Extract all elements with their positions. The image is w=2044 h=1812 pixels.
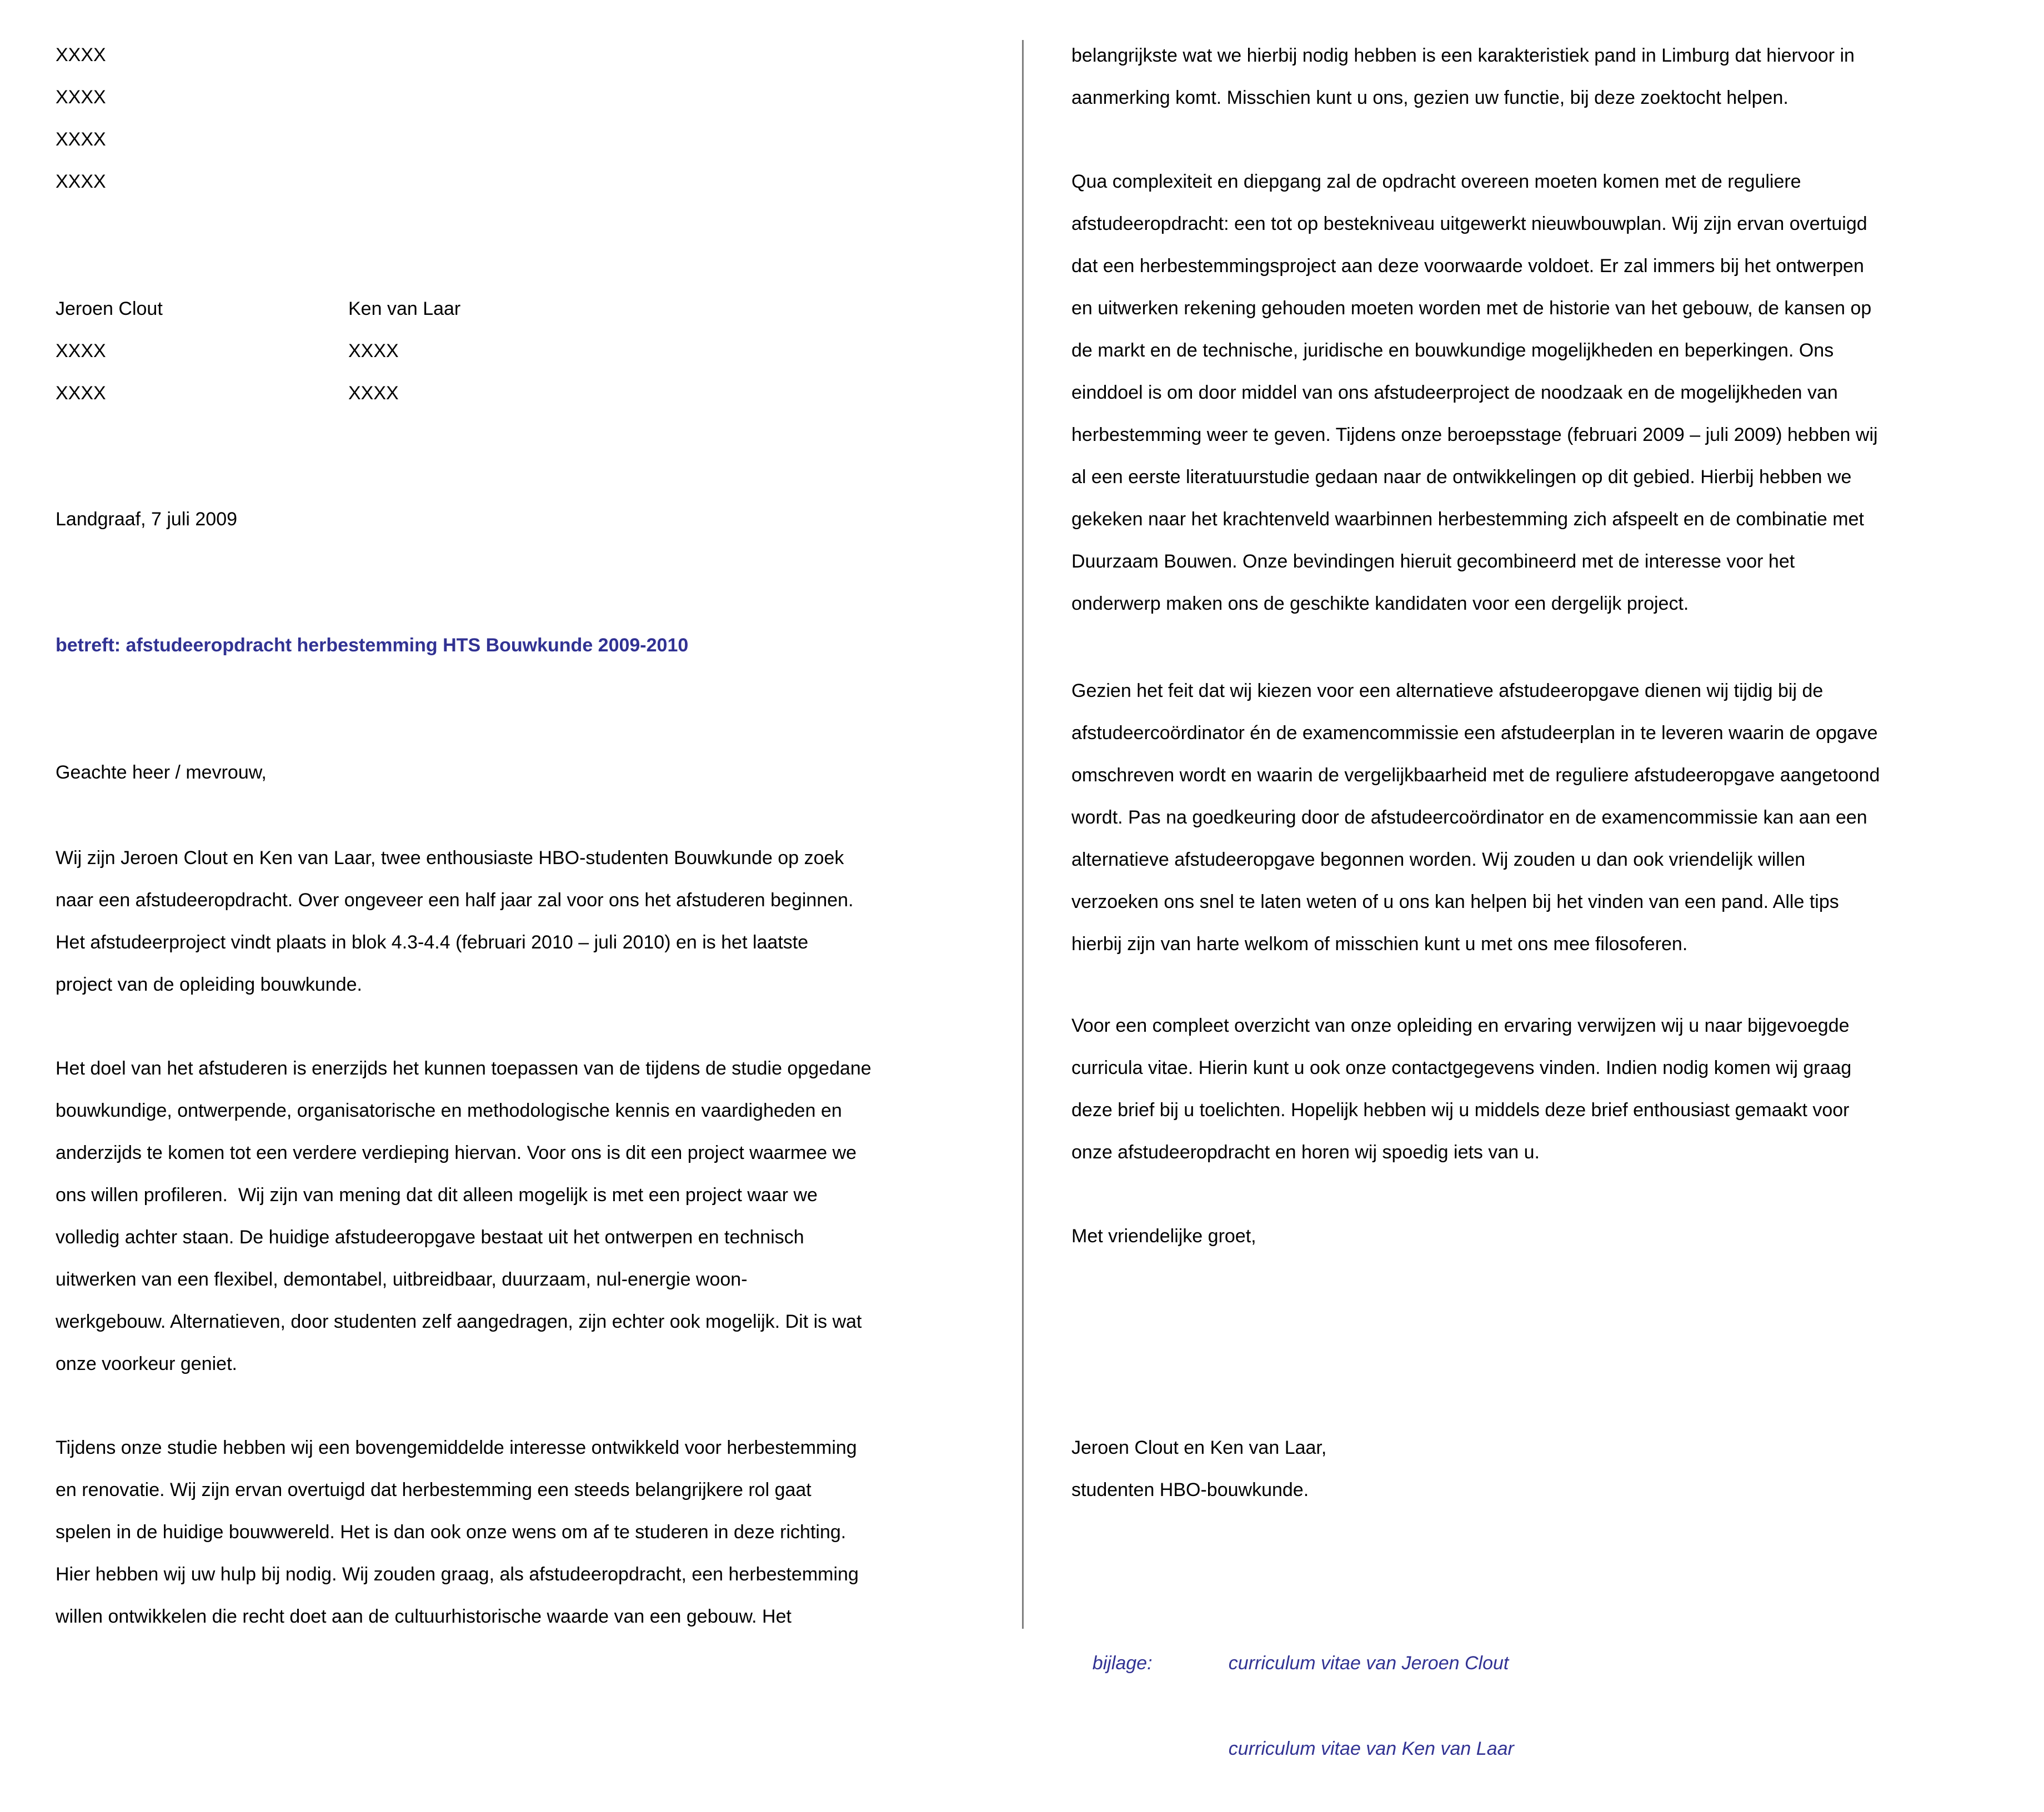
body-line: curricula vitae. Hierin kunt u ook onze contactgegevens vinden. Indien nodig komen wij graag <box>1071 1057 1852 1078</box>
body-line: XXXX <box>56 171 106 192</box>
body-line: gekeken naar het krachtenveld waarbinnen herbestemming zich afspeelt en de combinatie met <box>1071 509 1864 530</box>
attachment-row <box>1071 1685 2021 1759</box>
body-line: XXXX <box>56 87 106 108</box>
body-line: de markt en de technische, juridische en bouwkundige mogelijkheden en beperkingen. Ons <box>1071 340 1834 361</box>
body-line: dat een herbestemmingsproject aan deze voorwaarde voldoet. Er zal immers bij het ontwerpen <box>1071 255 1864 277</box>
salutation: Geachte heer / mevrouw, <box>56 762 267 783</box>
body-line: ons willen profileren. Wij zijn van mening dat dit alleen mogelijk is met een project waar we <box>56 1184 818 1206</box>
attachments-block <box>1071 1557 2021 1759</box>
body-line: wordt. Pas na goedkeuring door de afstudeercoördinator en de examencommissie kan aan een <box>1071 807 1867 828</box>
sender-placeholder-line: XXXX <box>56 383 106 404</box>
body-line: afstudeercoördinator én de examencommissie een afstudeerplan in te leveren waarin de opgave <box>1071 722 1878 744</box>
body-line: XXXX <box>56 129 106 150</box>
body-paragraph <box>56 1427 1000 1638</box>
body-line: XXXX <box>56 44 106 66</box>
body-paragraph <box>1071 670 2021 965</box>
body-line: deze brief bij u toelichten. Hopelijk hebben wij u middels deze brief enthousiast gemaakt voor <box>1071 1100 1850 1121</box>
attachment-label: bijlage: <box>1092 1653 1153 1674</box>
sender-placeholder-line: XXXX <box>348 340 399 362</box>
body-line: hierbij zijn van harte welkom of misschien kunt u met ons mee filosoferen. <box>1071 933 1688 955</box>
body-line: spelen in de huidige bouwwereld. Het is dan ook onze wens om af te studeren in deze richting. <box>56 1522 846 1543</box>
sender-placeholder-line: XXXX <box>348 383 399 404</box>
body-line: verzoeken ons snel te laten weten of u ons kan helpen bij het vinden van een pand. Alle tips <box>1071 891 1839 912</box>
body-line: Gezien het feit dat wij kiezen voor een alternatieve afstudeeropgave dienen wij tijdig bij de <box>1071 680 1823 701</box>
body-paragraph <box>56 1047 1000 1385</box>
body-line: Qua complexiteit en diepgang zal de opdracht overeen moeten komen met de reguliere <box>1071 171 1801 192</box>
body-line: herbestemming weer te geven. Tijdens onze beroepsstage (februari 2009 – juli 2009) hebben wij <box>1071 424 1878 445</box>
sender-contact-grid <box>56 288 1000 414</box>
body-line: uitwerken van een flexibel, demontabel, uitbreidbaar, duurzaam, nul-energie woon- <box>56 1269 748 1290</box>
body-line: project van de opleiding bouwkunde. <box>56 974 362 995</box>
page-divider-line <box>1022 40 1024 1629</box>
body-line: einddoel is om door middel van ons afstudeerproject de noodzaak en de mogelijkheden van <box>1071 382 1838 403</box>
body-line: volledig achter staan. De huidige afstudeeropgave bestaat uit het ontwerpen en technisch <box>56 1227 804 1248</box>
body-line: werkgebouw. Alternatieven, door studenten zelf aangedragen, zijn echter ook mogelijk. Dit is wat <box>56 1311 862 1332</box>
body-line: omschreven wordt en waarin de vergelijkbaarheid met de reguliere afstudeeropgave aangetoond <box>1071 765 1880 786</box>
body-line: onze afstudeeropdracht en horen wij spoedig iets van u. <box>1071 1142 1540 1163</box>
body-line: en uitwerken rekening gehouden moeten worden met de historie van het gebouw, de kansen op <box>1071 298 1872 319</box>
body-paragraph <box>1071 160 2021 625</box>
sender-name: Jeroen Clout <box>56 298 163 319</box>
body-line: Het doel van het afstuderen is enerzijds het kunnen toepassen van de tijdens de studie opgedane <box>56 1058 871 1079</box>
body-line: afstudeeropdracht: een tot op bestekniveau uitgewerkt nieuwbouwplan. Wij zijn ervan overtuigd <box>1071 213 1867 234</box>
body-line: onderwerp maken ons de geschikte kandidaten voor een dergelijk project. <box>1071 593 1689 614</box>
date-line: Landgraaf, 7 juli 2009 <box>56 509 238 530</box>
body-line: Jeroen Clout en Ken van Laar, <box>1071 1437 1327 1458</box>
attachment-row <box>1071 1600 2021 1674</box>
body-line: willen ontwikkelen die recht doet aan de cultuurhistorische waarde van een gebouw. Het <box>56 1606 791 1627</box>
body-line: anderzijds te komen tot een verdere verdieping hiervan. Voor ons is dit een project waarmee we <box>56 1142 857 1163</box>
body-line: Tijdens onze studie hebben wij een bovengemiddelde interesse ontwikkeld voor herbestemming <box>56 1437 857 1458</box>
body-line: studenten HBO-bouwkunde. <box>1071 1479 1309 1500</box>
sender-placeholder-line: XXXX <box>56 340 106 362</box>
signature-block <box>1071 1427 2021 1511</box>
body-line: alternatieve afstudeeropgave begonnen worden. Wij zouden u dan ook vriendelijk willen <box>1071 849 1806 870</box>
sender-name: Ken van Laar <box>348 298 461 319</box>
body-paragraph <box>1071 34 2021 119</box>
body-line: belangrijkste wat we hierbij nodig hebben is een karakteristiek pand in Limburg dat hiervoor in <box>1071 45 1855 66</box>
body-line: onze voorkeur geniet. <box>56 1353 237 1374</box>
body-line: Het afstudeerproject vindt plaats in blok 4.3-4.4 (februari 2010 – juli 2010) en is het laatste <box>56 932 809 953</box>
body-line: Wij zijn Jeroen Clout en Ken van Laar, twee enthousiaste HBO-studenten Bouwkunde op zoek <box>56 847 844 869</box>
body-line: Duurzaam Bouwen. Onze bevindingen hieruit gecombineerd met de interesse voor het <box>1071 551 1795 572</box>
body-line: en renovatie. Wij zijn ervan overtuigd dat herbestemming een steeds belangrijkere rol gaat <box>56 1479 811 1500</box>
closing-salutation: Met vriendelijke groet, <box>1071 1226 1256 1247</box>
body-line: bouwkundige, ontwerpende, organisatorische en methodologische kennis en vaardigheden en <box>56 1100 842 1121</box>
body-line: Hier hebben wij uw hulp bij nodig. Wij zouden graag, als afstudeeropdracht, een herbestemming <box>56 1564 859 1585</box>
body-line: naar een afstudeeropdracht. Over ongeveer een half jaar zal voor ons het afstuderen beginnen. <box>56 890 854 911</box>
attachment-item: curriculum vitae van Jeroen Clout <box>1228 1653 1509 1674</box>
recipient-address-placeholder <box>56 34 1000 203</box>
body-paragraph <box>56 837 1000 1006</box>
body-line: Voor een compleet overzicht van onze opleiding en ervaring verwijzen wij u naar bijgevoegde <box>1071 1015 1850 1036</box>
body-line: aanmerking komt. Misschien kunt u ons, gezien uw functie, bij deze zoektocht helpen. <box>1071 87 1788 108</box>
attachment-item: curriculum vitae van Ken van Laar <box>1228 1738 1514 1759</box>
body-paragraph <box>1071 1005 2021 1173</box>
body-line: al een eerste literatuurstudie gedaan naar de ontwikkelingen op dit gebied. Hierbij hebben we <box>1071 466 1852 488</box>
subject-line: betreft: afstudeeropdracht herbestemming HTS Bouwkunde 2009-2010 <box>56 635 689 656</box>
